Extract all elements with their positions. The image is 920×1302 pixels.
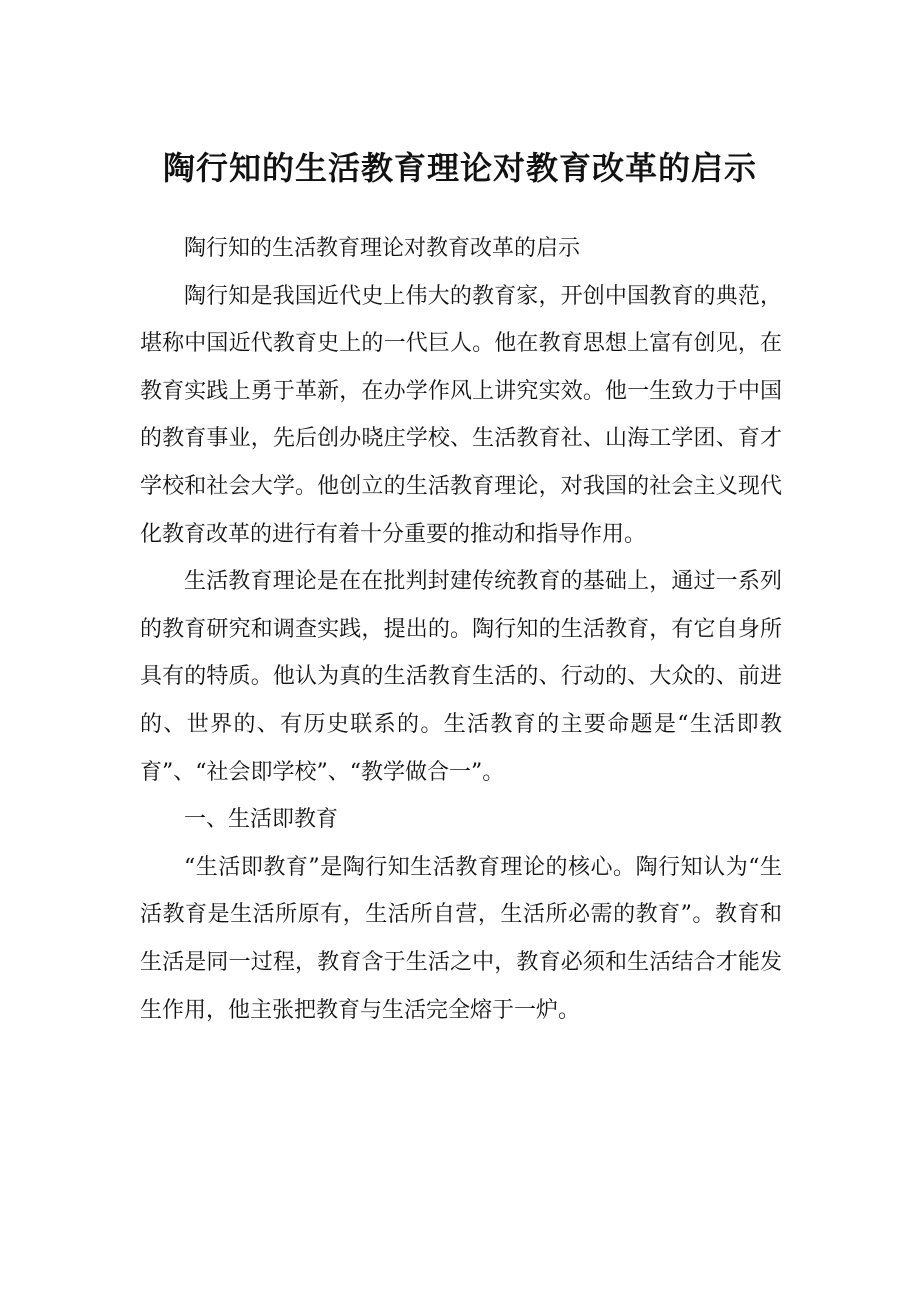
paragraph-life-is-education: “生活即教育”是陶行知生活教育理论的核心。陶行知认为“生活教育是生活所原有，生活所自营，生活所必需的教育”。教育和生活是同一过程，教育含于生活之中，教育必须和生活结合才能发生作用，他主张把教育与生活完全熔于一炉。 bbox=[140, 854, 782, 1023]
paragraph-introduction: 陶行知是我国近代史上伟大的教育家，开创中国教育的典范，堪称中国近代教育史上的一代巨人。他在教育思想上富有创见，在教育实践上勇于革新，在办学作风上讲究实效。他一生致力于中国的教育事业，先后创办晓庄学校、生活教育社、山海工学团、育才学校和社会大学。他创立的生活教育理论，对我国的社会主义现代化教育改革的进行有着十分重要的推动和指导作用。 bbox=[140, 283, 782, 547]
section-heading: 一、生活即教育 bbox=[184, 807, 339, 833]
document-body bbox=[140, 225, 782, 1034]
paragraph-theory: 生活教育理论是在在批判封建传统教育的基础上，通过一系列的教育研究和调查实践，提出的。陶行知的生活教育，有它自身所具有的特质。他认为真的生活教育生活的、行动的、大众的、前进的、世界的、有历史联系的。生活教育的主要命题是“生活即教育”、“社会即学校”、“教学做合一”。 bbox=[140, 569, 782, 785]
paragraph-subtitle: 陶行知的生活教育理论对教育改革的启示 bbox=[184, 236, 581, 261]
document-title: 陶行知的生活教育理论对教育改革的启示 bbox=[162, 149, 757, 187]
